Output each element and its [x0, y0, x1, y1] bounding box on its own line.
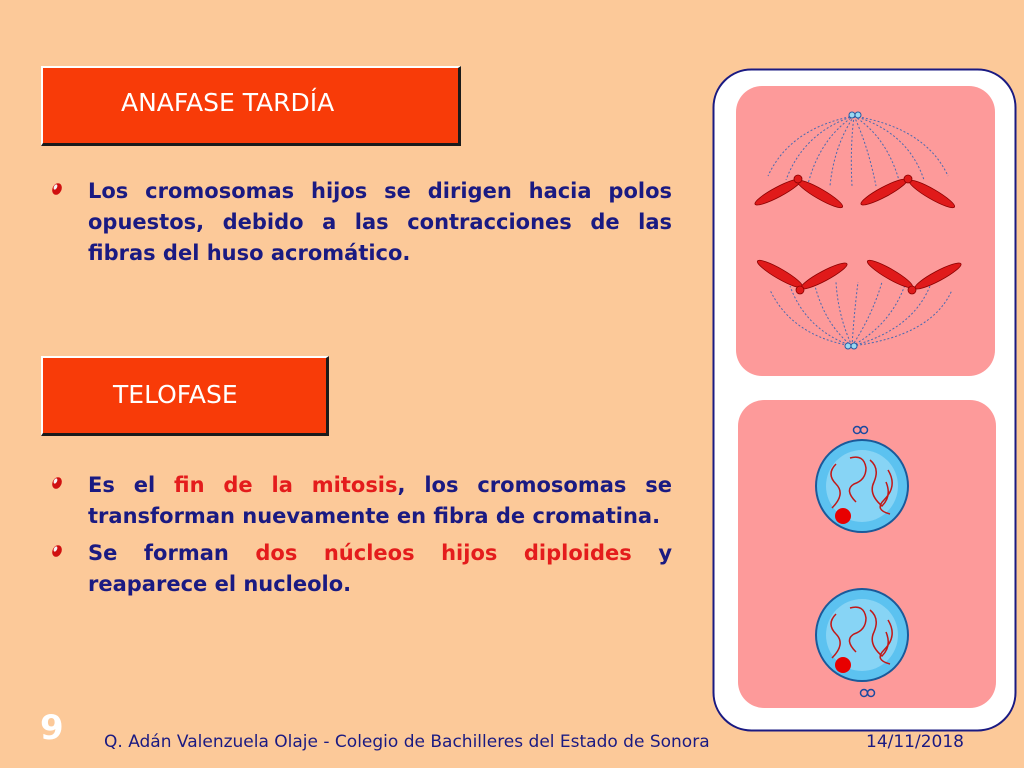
telofase-title-box: [41, 356, 329, 436]
mitosis-figure-panel: [712, 68, 1017, 732]
nucleolus-icon: [835, 508, 851, 524]
anaphase-late-diagram: [736, 86, 995, 376]
bullet-text: Se forman dos núcleos hijos diploides y reaparece el nucleolo.: [88, 541, 673, 596]
telofase-bullet-list: [50, 470, 672, 606]
highlight-text: dos núcleos hijos diploides: [255, 541, 632, 565]
telofase-title: TELOFASE: [113, 380, 238, 409]
bullet-icon: [50, 476, 64, 490]
bullet-text: Los cromosomas hijos se dirigen hacia polos opuestos, debido a las contracciones de las fibras del huso acromático.: [88, 179, 672, 265]
list-item: [50, 470, 672, 532]
slide-number: 9: [40, 708, 64, 748]
highlight-text: fin de la mitosis: [174, 473, 398, 497]
footer-author: Q. Adán Valenzuela Olaje - Colegio de Bachilleres del Estado de Sonora: [104, 732, 710, 752]
anafase-bullet-list: [50, 176, 672, 275]
telophase-diagram: [738, 400, 996, 708]
list-item: [50, 176, 672, 269]
footer-date: 14/11/2018: [866, 732, 964, 752]
list-item: [50, 538, 672, 600]
bullet-icon: [50, 182, 64, 196]
bullet-text: Es el fin de la mitosis, los cromosomas se transforman nuevamente en fibra de cromatina.: [88, 473, 672, 528]
anafase-title-box: [41, 66, 461, 146]
anafase-title: ANAFASE TARDÍA: [121, 88, 335, 117]
bullet-icon: [50, 544, 64, 558]
nucleolus-icon: [835, 657, 851, 673]
